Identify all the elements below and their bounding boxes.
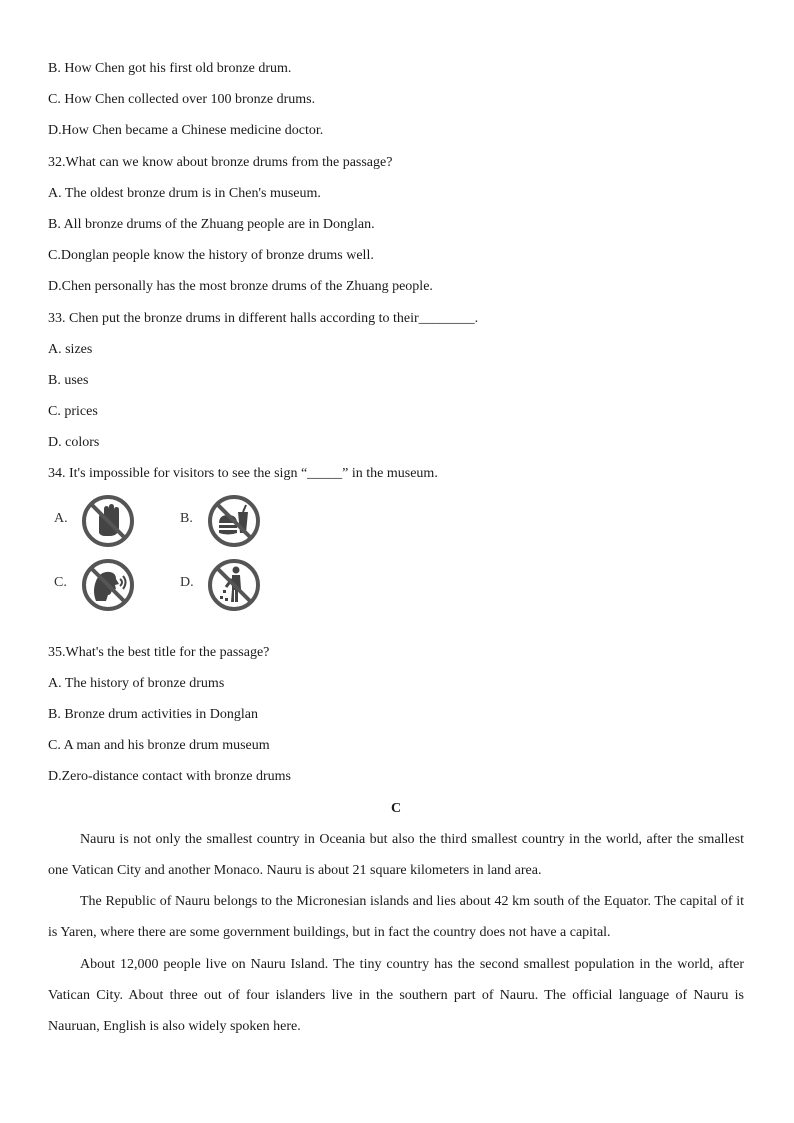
option-32-b: B. All bronze drums of the Zhuang people are in Donglan.: [48, 216, 375, 232]
section-heading: C: [390, 800, 402, 816]
option-32-d: D.Chen personally has the most bronze drums of the Zhuang people.: [48, 279, 433, 295]
sign-options: [48, 493, 744, 627]
question-block-1: [48, 53, 744, 490]
option-35-c: C. A man and his bronze drum museum: [48, 738, 270, 754]
question-35: 35.What's the best title for the passage?: [48, 644, 270, 660]
no-food-drink-icon: [206, 493, 262, 549]
question-block-2: [48, 637, 744, 793]
passage-paragraph-1: Nauru is not only the smallest country in Oceania but also the third smallest country in the world, after the smallest one Vatican City and another Monaco. Nauru is about 21 square kilometers in land area.: [48, 831, 744, 878]
passage-paragraph-3: About 12,000 people live on Nauru Island. The tiny country has the second smallest population in the world, after Vatican City. About three out of four islanders live in the southern part of Nauru. The official language of Nauru is Nauruan, English is also widely spoken here.: [48, 956, 744, 1034]
sign-label-d: D.: [180, 574, 194, 590]
option-32-a: A. The oldest bronze drum is in Chen's museum.: [48, 185, 321, 201]
question-32: 32.What can we know about bronze drums from the passage?: [48, 154, 393, 170]
document-page: [48, 53, 744, 1042]
passage-paragraph-2: The Republic of Nauru belongs to the Micronesian islands and lies about 42 km south of the Equator. The capital of it is Yaren, where there are some government buildings, but in fact the country does not have a capital.: [48, 894, 744, 941]
no-touching-icon: [80, 493, 136, 549]
sign-option-c: [54, 557, 174, 613]
no-shouting-icon: [80, 557, 136, 613]
sign-option-b: [180, 493, 300, 549]
option-35-d: D.Zero-distance contact with bronze drums: [48, 769, 291, 785]
sign-label-a: A.: [54, 510, 68, 526]
option-32-c: C.Donglan people know the history of bronze drums well.: [48, 248, 374, 264]
sign-label-c: C.: [54, 574, 67, 590]
question-33: 33. Chen put the bronze drums in different halls according to their________.: [48, 310, 479, 326]
option-35-b: B. Bronze drum activities in Donglan: [48, 707, 258, 722]
option-31-c: C. How Chen collected over 100 bronze drums.: [48, 92, 316, 108]
option-33-c: C. prices: [48, 404, 98, 420]
option-33-b: B. uses: [48, 372, 89, 388]
sign-label-b: B.: [180, 510, 193, 526]
option-35-a: A. The history of bronze drums: [48, 675, 225, 691]
option-33-a: A. sizes: [48, 341, 93, 357]
sign-option-d: [180, 557, 300, 613]
no-littering-icon: [206, 557, 262, 613]
sign-option-a: [54, 493, 174, 549]
option-33-d: D. colors: [48, 435, 100, 451]
option-31-d: D.How Chen became a Chinese medicine doctor.: [48, 123, 324, 139]
question-34: 34. It's impossible for visitors to see the sign “_____” in the museum.: [48, 466, 438, 482]
option-31-b: B. How Chen got his first old bronze drum.: [48, 61, 292, 76]
